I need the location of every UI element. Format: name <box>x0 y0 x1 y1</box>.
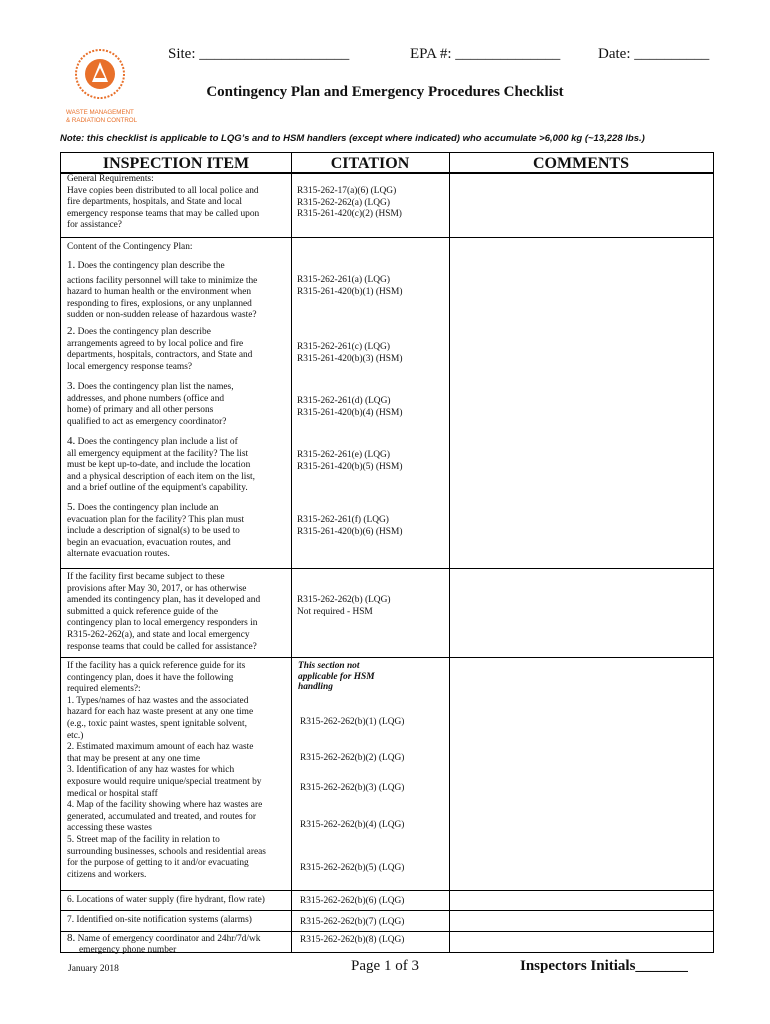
comment-cell[interactable] <box>450 911 713 931</box>
comment-cell[interactable] <box>450 173 713 237</box>
required-element-1-citation: R315-262-262(b)(1) (LQG) <box>300 717 405 727</box>
required-element-6-citation: R315-262-262(b)(6) (LQG) <box>300 896 405 906</box>
question-1: 1. Does the contingency plan describe the actions facility personnel will take to minimize the hazard to human health or the environment when responding to fires, explosions, or any unplanned sudden or non-sudden release of hazardous waste? <box>67 259 258 321</box>
question-1-citation: R315-262-261(a) (LQG) R315-261-420(b)(1) (HSM) <box>297 275 403 297</box>
inspector-initials-field[interactable]: Inspectors Initials_______ <box>520 958 688 974</box>
site-field[interactable]: Site: ____________________ <box>168 46 350 62</box>
general-requirements-item: General Requirements: Have copies been distributed to all local police and fire departments, hospitals, and State and local emergency response teams that may be called upon for assistance? <box>67 174 289 232</box>
svg-text:& RADIATION CONTROL: & RADIATION CONTROL <box>66 117 138 124</box>
general-requirements-citation: R315-262-17(a)(6) (LQG) R315-262-262(a) (LQG) R315-261-420(c)(2) (HSM) <box>297 186 402 220</box>
required-element-4-citation: R315-262-262(b)(4) (LQG) <box>300 820 405 830</box>
required-elements-item: If the facility has a quick reference guide for its contingency plan, does it have the following required elements?: 1. Types/names of haz wastes and the associated hazard for each haz waste present at any one time (e.g., toxic paint wastes, spent ignitable solvent, etc.) 2. Estimated maximum amount of each haz waste that may be present at any one time 3. Identification of any haz wastes for which exposure would require unique/special treatment by medical or hospital staff 4. Map of the facility showing where haz wastes are generated, accumulated and treated, and routes for accessing these wastes 5. Street map of the facility in relation to surrounding businesses, schools and residential areas for the purpose of getting to it and/or evacuating citizens and workers. <box>67 661 266 880</box>
required-element-7-citation: R315-262-262(b)(7) (LQG) <box>300 917 405 927</box>
question-5-citation: R315-262-261(f) (LQG) R315-261-420(b)(6) (HSM) <box>297 515 403 537</box>
question-2: 2. Does the contingency plan describe arrangements agreed to by local police and fire departments, hospitals, contractors, and State and local emergency response teams? <box>67 325 253 372</box>
date-field[interactable]: Date: __________ <box>598 46 710 62</box>
hsm-not-applicable-note: This section not applicable for HSM handling <box>298 661 375 692</box>
required-element-3-citation: R315-262-262(b)(3) (LQG) <box>300 783 405 793</box>
quick-reference-guide-item: If the facility first became subject to these provisions after May 30, 2017, or has otherwise amended its contingency plan, has it developed and submitted a quick reference guide of the contingency plan to local emergency responders in R315-262-262(a), and state and local emergency response teams that could be called for assistance? <box>67 572 261 652</box>
quick-reference-guide-citation: R315-262-262(b) (LQG) Not required - HSM <box>297 595 391 617</box>
question-3-citation: R315-262-261(d) (LQG) R315-261-420(b)(4) (HSM) <box>297 396 403 418</box>
svg-text:WASTE MANAGEMENT: WASTE MANAGEMENT <box>66 109 134 116</box>
page-title: Contingency Plan and Emergency Procedures Checklist <box>206 84 564 100</box>
checklist-table <box>60 152 714 953</box>
revision-date: January 2018 <box>68 964 119 974</box>
question-5: 5. Does the contingency plan include an evacuation plan for the facility? This plan must include a description of signal(s) to be used to begin an evacuation, evacuation routes, and alternate evacuation routes. <box>67 501 245 560</box>
required-element-8-citation: R315-262-262(b)(8) (LQG) <box>300 935 405 945</box>
comment-cell[interactable] <box>450 932 713 952</box>
required-element-6: 6. Locations of water supply (fire hydrant, flow rate) <box>67 895 265 905</box>
question-4-citation: R315-262-261(e) (LQG) R315-261-420(b)(5) (HSM) <box>297 450 403 472</box>
column-header-citation: CITATION <box>330 155 410 172</box>
question-2-citation: R315-262-261(c) (LQG) R315-261-420(b)(3) (HSM) <box>297 342 403 364</box>
required-element-7: 7. Identified on-site notification systems (alarms) <box>67 915 252 925</box>
column-header-item: INSPECTION ITEM <box>102 155 250 172</box>
question-3: 3. Does the contingency plan list the names, addresses, and phone numbers (office and home) of primary and all other persons qualified to act as emergency coordinator? <box>67 380 234 427</box>
comment-cell[interactable] <box>450 891 713 910</box>
column-divider <box>291 153 292 952</box>
comment-cell[interactable] <box>450 569 713 657</box>
column-header-comments: COMMENTS <box>533 155 629 172</box>
required-element-2-citation: R315-262-262(b)(2) (LQG) <box>300 753 405 763</box>
epa-number-field[interactable]: EPA #: ______________ <box>410 46 561 62</box>
section-heading: General Requirements: <box>67 174 154 184</box>
question-4: 4. Does the contingency plan include a list of all emergency equipment at the facility? The list must be kept up-to-date, and include the location and a physical description of each item on the list, and a brief outline of the equipment's capability. <box>67 435 255 494</box>
comment-cell[interactable] <box>450 658 713 890</box>
page-number: Page 1 of 3 <box>351 958 419 974</box>
applicability-note: Note: this checklist is applicable to LQG’s and to HSM handlers (except where indicated) who accumulate >6,000 kg (~13,228 lbs.) <box>60 133 645 144</box>
agency-logo <box>62 40 152 126</box>
required-element-8: 8. Name of emergency coordinator and 24hr/7d/wk emergency phone number <box>67 932 261 955</box>
required-element-5-citation: R315-262-262(b)(5) (LQG) <box>300 863 405 873</box>
content-heading: Content of the Contingency Plan: <box>67 242 193 252</box>
comment-cell[interactable] <box>450 238 713 568</box>
